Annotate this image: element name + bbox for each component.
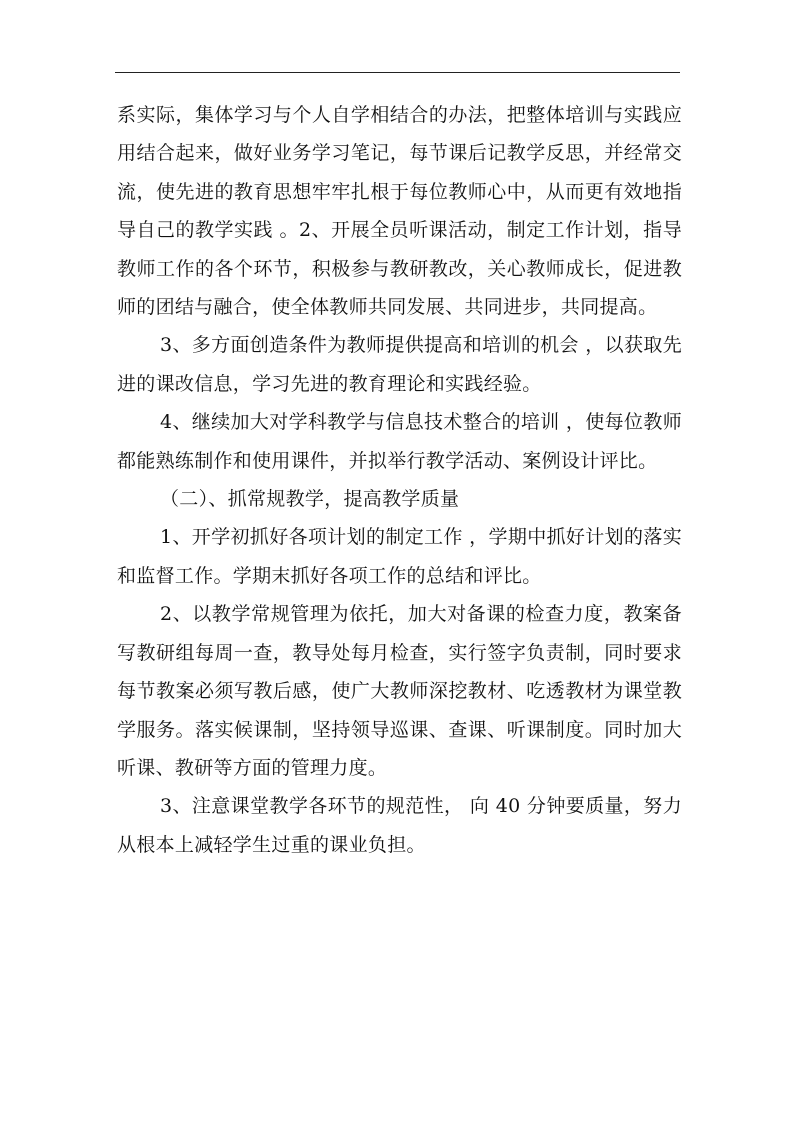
- paragraph-item-3: 3、多方面创造条件为教师提供提高和培训的机会 ，以获取先进的课改信息，学习先进的教育理论和实践经验。: [117, 334, 682, 395]
- paragraph-item-1: 1、开学初抓好各项计划的制定工作 ，学期中抓好计划的落实和监督工作。学期末抓好各项工作的总结和评比。: [117, 526, 682, 587]
- paragraph-item-2: 2、以教学常规管理为依托，加大对备课的检查力度，教案备写教研组每周一查，教导处每月检查，实行签字负责制，同时要求每节教案必须写教后感，使广大教师深挖教材、吃透教材为课堂教学服务。落实候课制，坚持领导巡课、查课、听课制度。同时加大听课、教研等方面的管理力度。: [117, 603, 682, 779]
- paragraph-item-4: 4、继续加大对学科教学与信息技术整合的培训 ，使每位教师都能熟练制作和使用课件，并拟举行教学活动、案例设计评比。: [117, 411, 682, 472]
- paragraph-continuation: 系实际，集体学习与个人自学相结合的办法，把整体培训与实践应用结合起来，做好业务学习笔记，每节课后记教学反思，并经常交流，使先进的教育思想牢牢扎根于每位教师心中，从而更有效地指导自己的教学实践 。2、开展全员听课活动，制定工作计划，指导教师工作的各个环节，积极参与教研教改，关心教师成长，促进教师的团结与融合，使全体教师共同发展、共同进步，共同提高。: [117, 104, 682, 319]
- paragraph-item-3b: 3、注意课堂教学各环节的规范性， 向 40 分钟要质量，努力从根本上减轻学生过重的课业负担。: [117, 795, 682, 856]
- section-heading: （二）、抓常规教学，提高教学质量: [160, 488, 460, 511]
- header-rule: [115, 72, 680, 73]
- document-body: [117, 96, 682, 864]
